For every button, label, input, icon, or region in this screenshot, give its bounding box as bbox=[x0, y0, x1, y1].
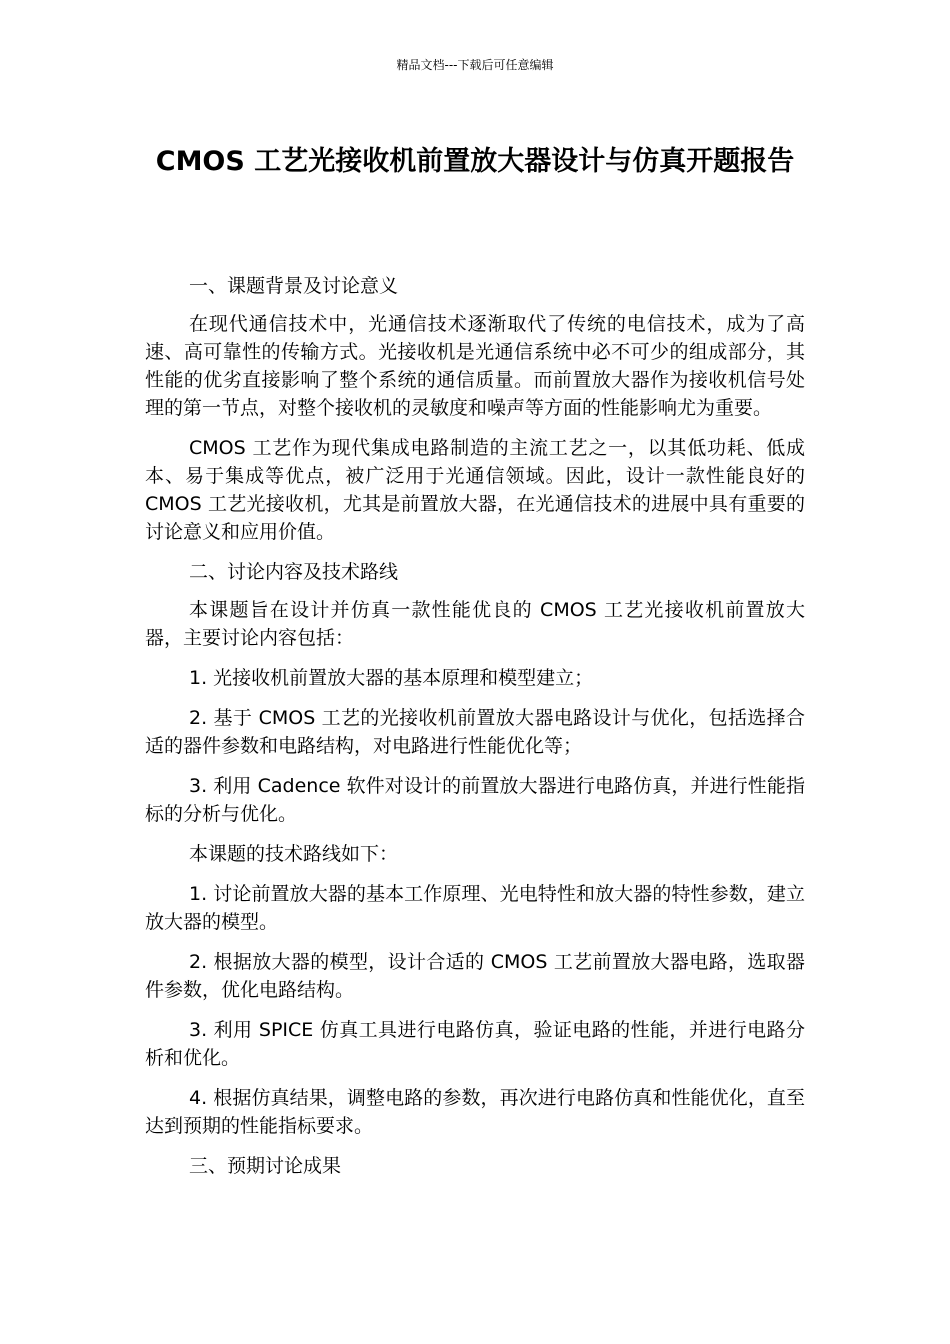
paragraph-background-2: CMOS 工艺作为现代集成电路制造的主流工艺之一，以其低功耗、低成本、易于集成等优点，被广泛用于光通信领域。因此，设计一款性能良好的 CMOS 工艺光接收机，尤其是前置放大器，在光通信技术的进展中具有重要的讨论意义和应用价值。 bbox=[145, 437, 805, 543]
section-heading-background: 一、课题背景及讨论意义 bbox=[189, 275, 399, 297]
list-item-route-3: 3. 利用 SPICE 仿真工具进行电路仿真，验证电路的性能，并进行电路分析和优化。 bbox=[145, 1019, 805, 1069]
paragraph-background-1: 在现代通信技术中，光通信技术逐渐取代了传统的电信技术，成为了高速、高可靠性的传输方式。光接收机是光通信系统中必不可少的组成部分，其性能的优劣直接影响了整个系统的通信质量。而前置放大器作为接收机信号处理的第一节点，对整个接收机的灵敏度和噪声等方面的性能影响尤为重要。 bbox=[145, 313, 805, 419]
list-item-content-2: 2. 基于 CMOS 工艺的光接收机前置放大器电路设计与优化，包括选择合适的器件参数和电路结构，对电路进行性能优化等； bbox=[145, 707, 805, 757]
paragraph-route-intro: 本课题的技术路线如下： bbox=[189, 843, 399, 865]
list-item-route-2: 2. 根据放大器的模型，设计合适的 CMOS 工艺前置放大器电路，选取器件参数，优化电路结构。 bbox=[145, 951, 805, 1001]
document-title: CMOS 工艺光接收机前置放大器设计与仿真开题报告 bbox=[155, 146, 795, 177]
list-item-route-4: 4. 根据仿真结果，调整电路的参数，再次进行电路仿真和性能优化，直至达到预期的性能指标要求。 bbox=[145, 1087, 805, 1137]
list-item-content-3: 3. 利用 Cadence 软件对设计的前置放大器进行电路仿真，并进行性能指标的分析与优化。 bbox=[145, 775, 805, 825]
list-item-content-1: 1. 光接收机前置放大器的基本原理和模型建立； bbox=[189, 667, 594, 689]
document-body bbox=[145, 272, 805, 1190]
list-item-route-1: 1. 讨论前置放大器的基本工作原理、光电特性和放大器的特性参数，建立放大器的模型。 bbox=[145, 883, 805, 933]
page-header: 精品文档---下载后可任意编辑 bbox=[396, 58, 554, 72]
section-heading-content: 二、讨论内容及技术路线 bbox=[189, 561, 399, 583]
paragraph-content-intro: 本课题旨在设计并仿真一款性能优良的 CMOS 工艺光接收机前置放大器，主要讨论内容包括： bbox=[145, 599, 805, 649]
section-heading-results: 三、预期讨论成果 bbox=[189, 1155, 342, 1177]
